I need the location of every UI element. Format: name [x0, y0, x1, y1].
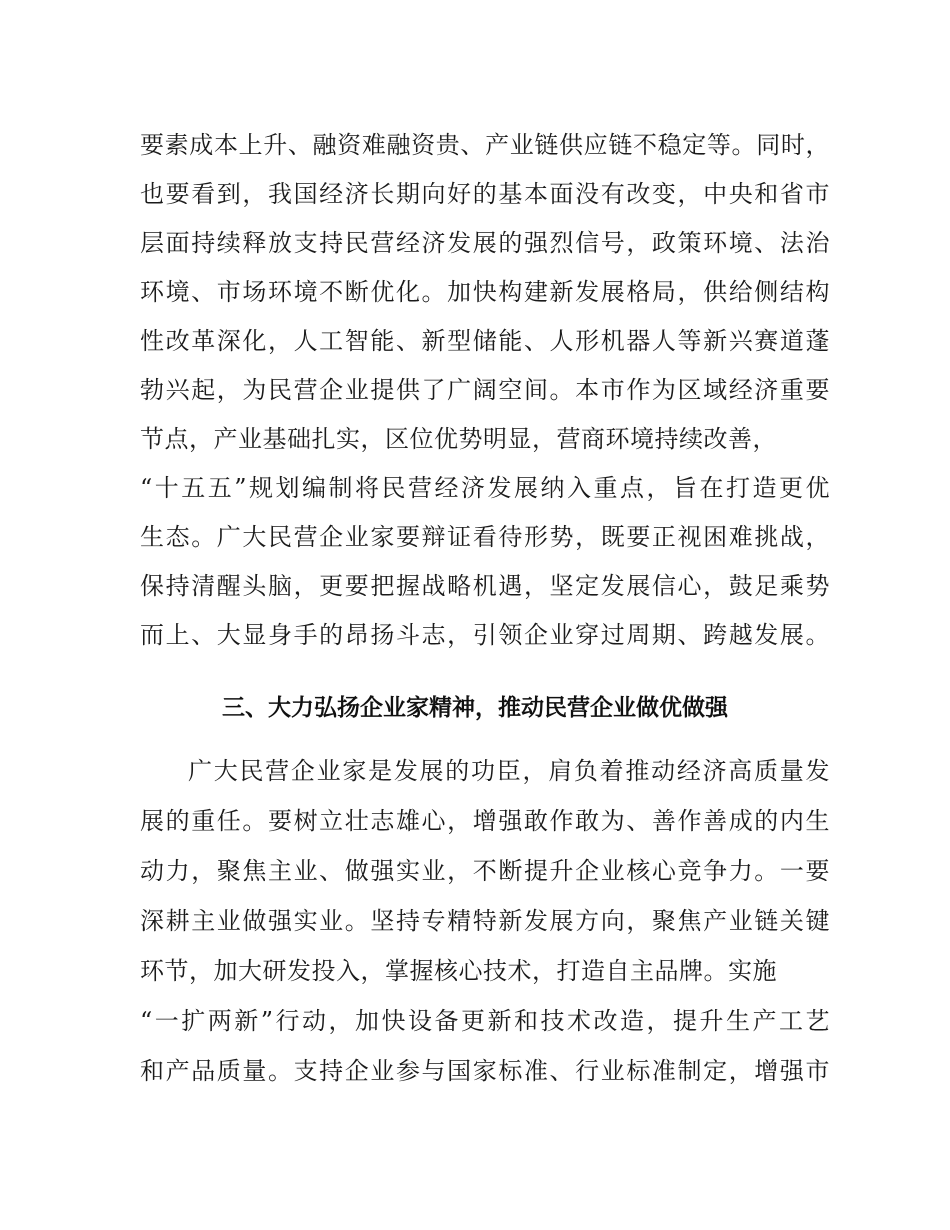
body-text-line: 环节，加大研发投入，掌握核心技术，打造自主品牌。实施	[140, 957, 777, 985]
body-text-line: 勃兴起，为民营企业提供了广阔空间。本市作为区域经济重要	[140, 376, 830, 404]
body-text-line: “一扩两新”行动，加快设备更新和技术改造，提升生产工艺	[140, 1007, 830, 1035]
section-heading: 三、大力弘扬企业家精神，推动民营企业做优做强	[222, 695, 728, 721]
body-text-line: “十五五”规划编制将民营经济发展纳入重点，旨在打造更优	[140, 474, 830, 502]
body-text-line: 生态。广大民营企业家要辩证看待形势，既要正视困难挑战，	[140, 523, 830, 551]
body-text-line: 性改革深化，人工智能、新型储能、人形机器人等新兴赛道蓬	[140, 327, 830, 355]
body-text-line: 和产品质量。支持企业参与国家标准、行业标准制定，增强市	[140, 1057, 830, 1085]
body-text-line: 动力，聚焦主业、做强实业，不断提升企业核心竞争力。一要	[140, 857, 830, 885]
body-text-line: 环境、市场环境不断优化。加快构建新发展格局，供给侧结构	[140, 278, 830, 306]
body-text-line: 广大民营企业家是发展的功臣，肩负着推动经济高质量发	[188, 757, 830, 785]
body-text-line: 层面持续释放支持民营经济发展的强烈信号，政策环境、法治	[140, 229, 830, 257]
body-text-line: 深耕主业做强实业。坚持专精特新发展方向，聚焦产业链关键	[140, 907, 830, 935]
body-text-line: 而上、大显身手的昂扬斗志，引领企业穿过周期、跨越发展。	[140, 621, 830, 649]
body-text-line: 展的重任。要树立壮志雄心，增强敢作敢为、善作善成的内生	[140, 807, 830, 835]
body-text-line: 保持清醒头脑，更要把握战略机遇，坚定发展信心，鼓足乘势	[140, 572, 830, 600]
body-text-line: 节点，产业基础扎实，区位优势明显，营商环境持续改善，	[140, 425, 777, 453]
body-text-line: 也要看到，我国经济长期向好的基本面没有改变，中央和省市	[140, 180, 830, 208]
body-text-line: 要素成本上升、融资难融资贵、产业链供应链不稳定等。同时，	[140, 131, 830, 159]
